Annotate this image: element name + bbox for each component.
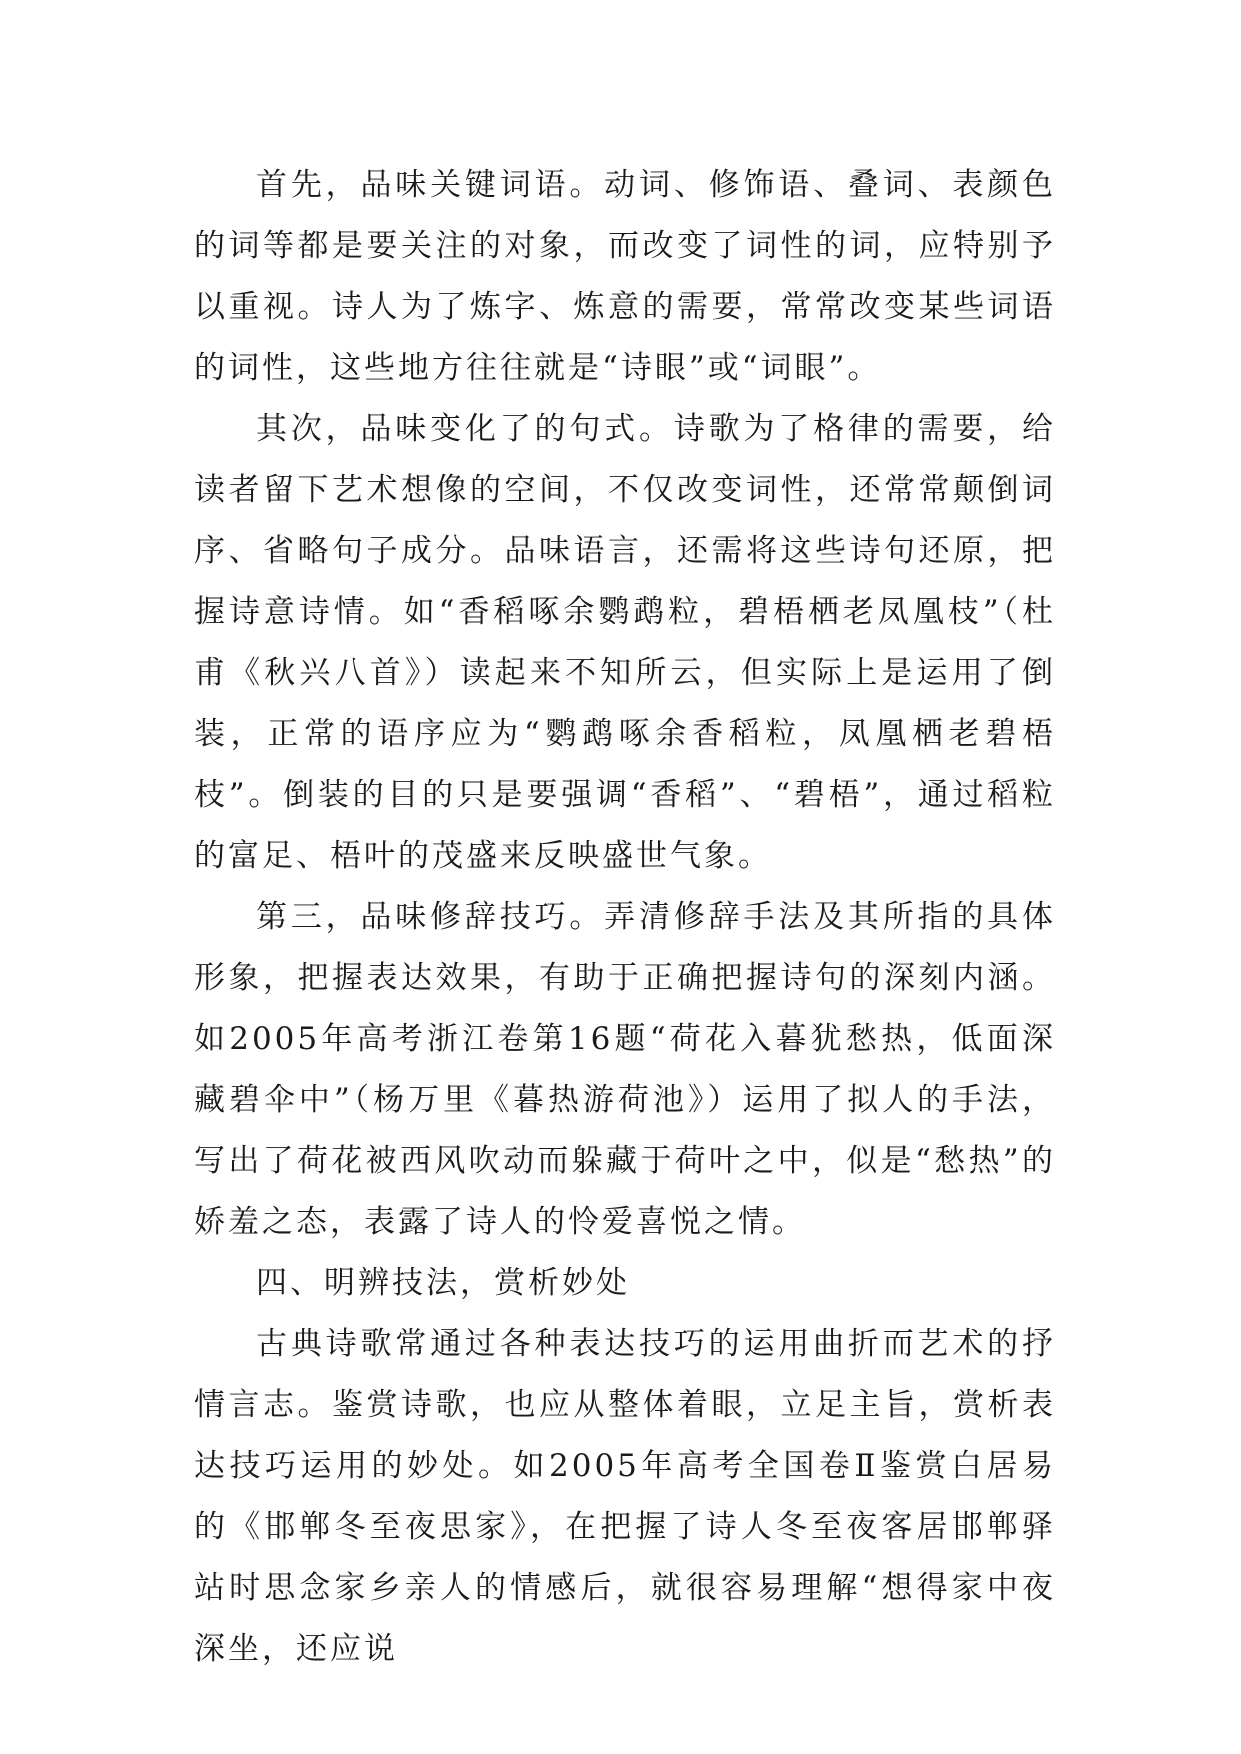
paragraph-key-words: 首先，品味关键词语。动词、修饰语、叠词、表颜色的词等都是要关注的对象，而改变了词性的词，应特别予以重视。诗人为了炼字、炼意的需要，常常改变某些词语的词性，这些地方往往就是“诗眼”或“词眼”。 — [194, 167, 1056, 386]
paragraph-sentence-patterns: 其次，品味变化了的句式。诗歌为了格律的需要，给读者留下艺术想像的空间，不仅改变词性，还常常颠倒词序、省略句子成分。品味语言，还需将这些诗句还原，把握诗意诗情。如“香稻啄余鹦鹉粒，碧梧栖老凤凰枝”（杜甫《秋兴八首》）读起来不知所云，但实际上是运用了倒装，正常的语序应为“鹦鹉啄余香稻粒，凤凰栖老碧梧枝”。倒装的目的只是要强调“香稻”、“碧梧”，通过稻粒的富足、梧叶的茂盛来反映盛世气象。 — [194, 411, 1056, 874]
body-text — [194, 155, 1056, 1680]
paragraph-rhetoric: 第三，品味修辞技巧。弄清修辞手法及其所指的具体形象，把握表达效果，有助于正确把握诗句的深刻内涵。如2005年高考浙江卷第16题“荷花入暮犹愁热，低面深藏碧伞中”（杨万里《暮热游荷池》）运用了拟人的手法，写出了荷花被西风吹动而躲藏于荷叶之中，似是“愁热”的娇羞之态，表露了诗人的怜爱喜悦之情。 — [194, 899, 1056, 1240]
section-heading: 四、明辨技法，赏析妙处 — [256, 1265, 630, 1301]
paragraph-expression-techniques: 古典诗歌常通过各种表达技巧的运用曲折而艺术的抒情言志。鉴赏诗歌，也应从整体着眼，立足主旨，赏析表达技巧运用的妙处。如2005年高考全国卷Ⅱ鉴赏白居易的《邯郸冬至夜思家》，在把握了诗人冬至夜客居邯郸驿站时思念家乡亲人的情感后，就很容易理解“想得家中夜深坐，还应说 — [194, 1326, 1056, 1667]
